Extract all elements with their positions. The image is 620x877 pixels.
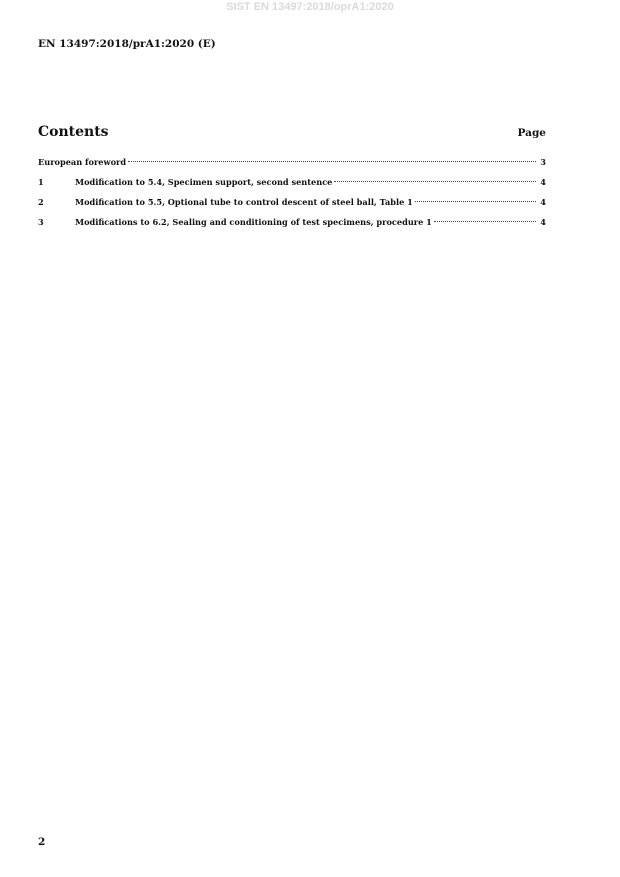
page-number: 2 [38, 836, 46, 848]
toc-entry-title: Modification to 5.5, Optional tube to control descent of steel ball, Table 1 [75, 197, 413, 207]
toc-dot-leader [415, 200, 536, 202]
toc-entry-number: 2 [38, 197, 44, 207]
toc-entry-number: 1 [38, 177, 44, 187]
toc-entry-european-foreword[interactable] [38, 155, 546, 175]
toc-entry-page: 4 [540, 197, 546, 207]
toc-entry-title: Modification to 5.4, Specimen support, second sentence [75, 177, 333, 187]
contents-heading: Contents [38, 124, 109, 140]
document-identifier: EN 13497:2018/prA1:2020 (E) [38, 38, 216, 50]
toc-dot-leader [434, 220, 536, 222]
toc-dot-leader [334, 180, 536, 182]
toc-entry-page: 4 [540, 217, 546, 227]
table-of-contents [38, 155, 546, 235]
toc-entry-page: 4 [540, 177, 546, 187]
toc-entry-page: 3 [540, 157, 546, 167]
toc-entry-title: European foreword [38, 157, 127, 167]
toc-dot-leader [128, 160, 536, 162]
toc-entry-3[interactable] [38, 215, 546, 235]
page-column-label: Page [517, 127, 546, 139]
toc-entry-2[interactable] [38, 195, 546, 215]
toc-entry-number: 3 [38, 217, 44, 227]
toc-entry-1[interactable] [38, 175, 546, 195]
watermark: SIST EN 13497:2018/oprA1:2020 [226, 1, 394, 13]
toc-entry-title: Modifications to 6.2, Sealing and conditioning of test specimens, procedure 1 [75, 217, 432, 227]
